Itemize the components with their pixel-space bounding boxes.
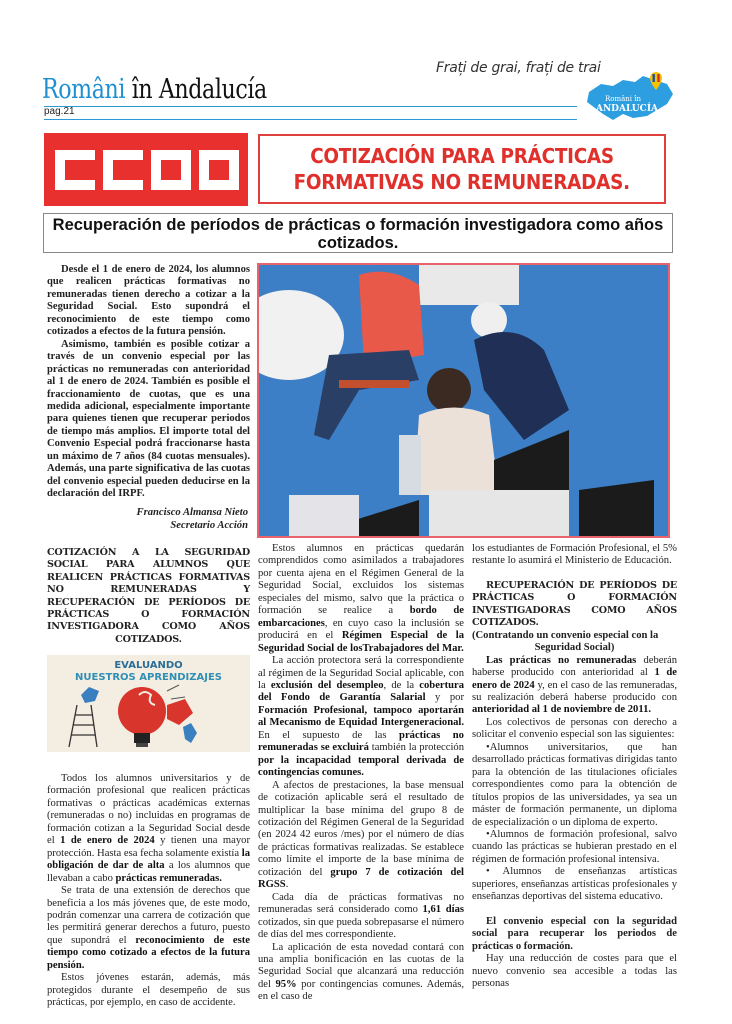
header-rule-top (44, 106, 577, 107)
author-role: Secretario Acción (170, 519, 248, 531)
logo-text-line1: Români în (604, 95, 642, 103)
col2-paragraph-2: La acción protectora será la correspondiente al régimen de la Seguridad Social aplicable, con la exclusión del desempleo, de la cobertura del Fondo de Garantía Salarial y por Formación Profesional, tampoco aportarán al Mecanismo de Equidad Intergeneracional. En el supuesto de las prácticas no remuneradas se excluirá también la protección por la incapacidad temporal derivada de contingencias comunes. (258, 655, 465, 779)
masthead-andalucia: în Andalucía (125, 74, 267, 105)
col2-paragraph-4: Cada día de prácticas formativas no remuneradas será considerado como 1,61 días cotizados, sin que pueda sobrepasarse el número de días del mes correspondiente. (258, 891, 464, 941)
col3-paragraph-2: Las prácticas no remuneradas deberán haberse producido con anterioridad al 1 de enero de 2024 y, en el caso de las remuneradas, su realización deberá haberse producido con anterioridad al 1 de noviembre de 2011. (472, 654, 678, 716)
section-heading-cotizacion: COTIZACIÓN A LA SEGURIDAD SOCIAL PARA ALUMNOS QUE REALICEN PRÁCTICAS FORMATIVAS NO REMUNERADAS Y RECUPERACIÓN DE PERÍODOS DE PRÁCTICAS O FORMACIÓN INVESTIGADORA COMO AÑOS COTIZADOS. (47, 547, 250, 645)
headline-line2: FORMATIVAS NO REMUNERADAS. (293, 170, 631, 194)
col3-bullet-2: •Alumnos de formación profesional, salvo cuando las prácticas se hubieran prestado en el régimen de formación profesional intensiva. (472, 828, 677, 865)
col1-paragraph-3: Estos jóvenes estarán, además, más protegidos durante el desempeño de sus prácticas, por ejemplo, en caso de accidente. (47, 972, 250, 1009)
col2-paragraph-1: Estos alumnos en prácticas quedarán comprendidos como asimilados a trabajadores por cuenta ajena en el Régimen General de la Seguridad Social, excluidos los sistemas especiales del mismo, salvo que la práctica o formación se realice a bordo de embarcaciones, en cuyo caso la inclusión se producirá en el Régimen Especial de la Seguridad Social de losTrabajadores del Mar. (258, 543, 464, 654)
illustration-title-1: EVALUANDO (114, 660, 183, 671)
intro-paragraph-2: Asimismo, también es posible cotizar a través de un convenio especial por las prácticas no remuneradas con anterioridad al 1 de enero de 2024. También es posible el fraccionamiento de cuotas, que es una medida adicional, especialmente importante para quienes tienen que recuperar periodos de tiempo más amplios. El importe total del Convenio Especial podrá fraccionarse hasta un máximo de 7 años (84 cuotas mensuales). Además, una parte significativa de las cuotas del convenio especial pueden deducirse en la declaración del IRPF. (47, 338, 250, 500)
section-subheading-line1: (Contratando un convenio especial con la (472, 629, 659, 641)
ccoo-letter-o1 (151, 150, 191, 190)
col3-bullet-1: •Alumnos universitarios, que han desarrollado prácticas formativas dirigidas tanto para la obtención de las titulaciones oficiales correspondientes como para la obtención de títulos propios de las universidades, ya sea un máster de formación permanente, un diploma de especialización o un diploma de experto. (472, 741, 677, 828)
column-3-text (472, 543, 677, 990)
ccoo-letter-c2 (103, 150, 143, 190)
col2-paragraph-3: A afectos de prestaciones, la base mensual de cotización aplicable será el resultado de multiplicar la base mínima del grupo 8 de cotización del Régimen General de la Seguridad (en 2024 42 euros /mes) por el número de días de prácticas formativas realizadas. Se establece como límite el importe de la base mínima de cotización del grupo 7 de cotización del RGSS. (258, 779, 464, 891)
col2-paragraph-5: La aplicación de esta novedad contará con una amplia bonificación en las cuotas de la Seguridad Social que alcanzará una reducción del 95% por contingencias comunes. Además, en el caso de (258, 941, 465, 1003)
section-heading-recuperacion: RECUPERACIÓN DE PERÍODOS DE PRÁCTICAS O FORMACIÓN INVESTIGADORAS COMO AÑOS COTIZADOS. (472, 579, 677, 629)
ladder-icon (69, 705, 97, 747)
illustration-title-2: NUESTROS APRENDIZAJES (75, 672, 222, 683)
figure-left-icon (81, 687, 99, 703)
col1-paragraph-1: Todos los alumnos universitarios y de formación profesional que realicen prácticas formativas o prácticas académicas externas (remuneradas o no) incluidas en programas de formación cotizan a la Seguridad Social desde el 1 de enero de 2024 y tienen una mayor protección. Hasta esa fecha solamente existía la obligación de dar de alta a los alumnos que llevaban a cabo prácticas remuneradas. (47, 773, 251, 884)
col3-paragraph-5: Hay una reducción de costes para que el nuevo convenio sea accesible a todas las personas (472, 953, 677, 989)
header-rule-bottom (44, 119, 577, 120)
page-number: pag.21 (44, 106, 75, 117)
intro-paragraph-1: Desde el 1 de enero de 2024, los alumnos que realicen prácticas formativas no remuneradas tienen derecho a cotizar a la Seguridad Social. Esto supondrá el reconocimiento de este tiempo como cotizados a efectos de la futura pensión. (47, 264, 250, 338)
figure-right-icon (183, 723, 197, 743)
col1-paragraph-2: Se trata de una extensión de derechos que beneficia a los más jóvenes que, de este modo, podrán comenzar una carrera de cotización que les permitirá generar derechos a futuro, puesto que supondrá el reconocimiento de este tiempo como cotizado a efectos de la futura pensión. (47, 885, 250, 971)
tagline: Frați de grai, frați de trai (436, 60, 601, 76)
ccoo-letter-c1 (55, 150, 95, 190)
column-2-text (258, 543, 464, 1004)
col3-paragraph-1: los estudiantes de Formación Profesional, el 5% restante lo asumirá el Ministerio de Educación. (472, 543, 677, 567)
subheadline: Recuperación de períodos de prácticas o formación investigadora como años cotizados. (43, 213, 673, 253)
ccoo-logo (44, 133, 248, 206)
intro-text (47, 264, 250, 501)
lightbulb-puzzle-icon (47, 655, 250, 752)
ccoo-logo-glyphs (51, 146, 241, 194)
col3-bold-heading: El convenio especial con la seguridad social para recuperar los periodos de prácticas o formación. (472, 915, 677, 952)
evaluando-illustration (47, 655, 250, 752)
author-name: Francisco Almansa Nieto (136, 507, 248, 518)
ccoo-letter-o2 (199, 150, 239, 190)
classroom-photo (257, 263, 670, 538)
masthead-title (42, 74, 267, 106)
students-at-computers-image (259, 265, 670, 538)
col3-paragraph-3: Los colectivos de personas con derecho a solicitar el convenio especial son las siguientes: (472, 716, 677, 741)
logo-text-line2: ANDALUCÍA (595, 104, 659, 114)
masthead-romani: Români (42, 74, 126, 105)
column-1-text (47, 773, 250, 1010)
headline-line1: COTIZACIÓN PARA PRÁCTICAS (310, 144, 614, 168)
author-signature (47, 507, 248, 532)
col3-bullet-3: • Alumnos de enseñanzas artísticas superiores, enseñanzas artísticas profesionales y enseñanzas deportivas del sistema educativo. (472, 866, 677, 903)
headline-box (258, 134, 666, 204)
andalucia-map-logo (583, 70, 675, 122)
section-subheading-line2: Seguridad Social) (534, 642, 615, 654)
